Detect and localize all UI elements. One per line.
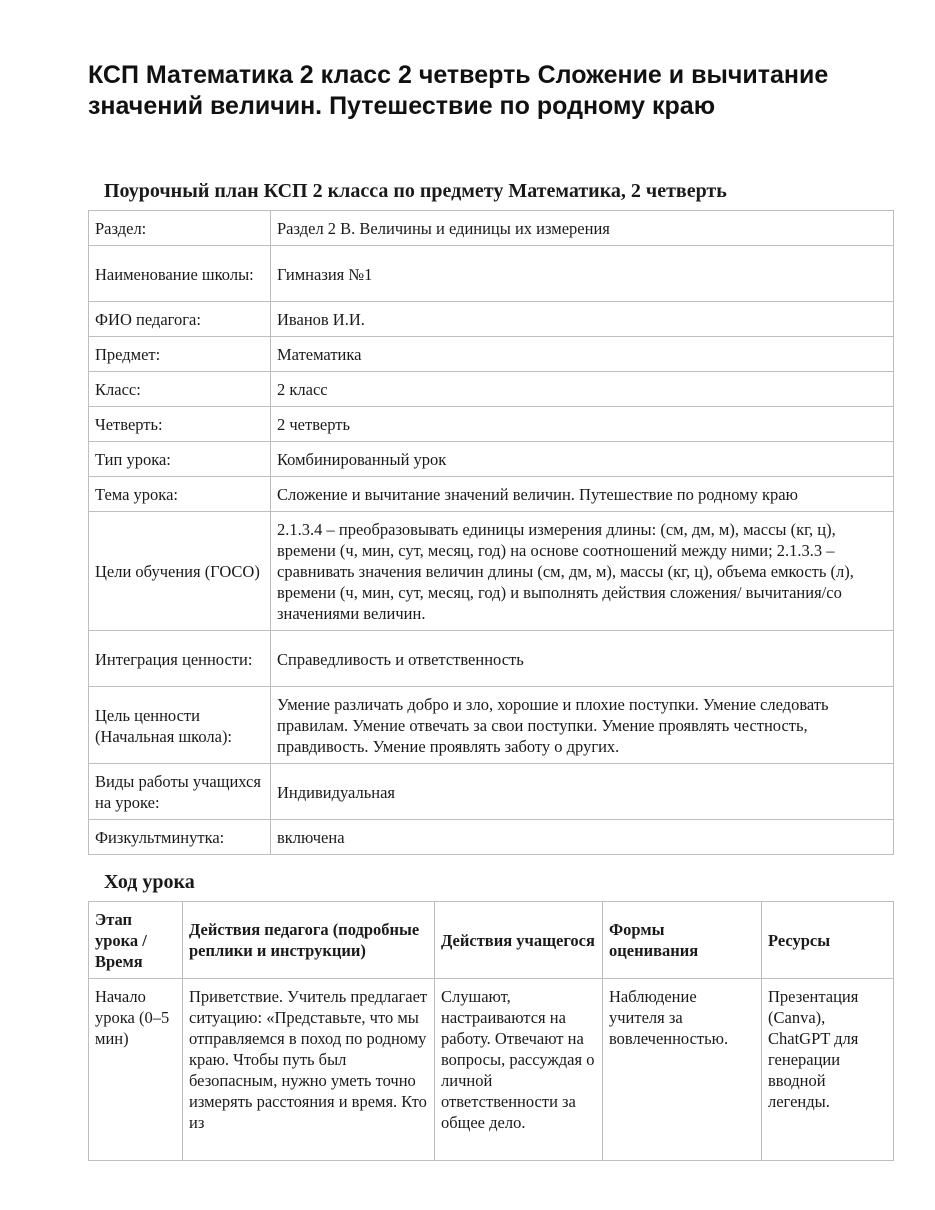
info-value: Комбинированный урок [271, 442, 894, 477]
info-value: Сложение и вычитание значений величин. Путешествие по родному краю [271, 477, 894, 512]
info-value: 2.1.3.4 – преобразовывать единицы измерения длины: (см, дм, м), массы (кг, ц), времени (ч, мин, сут, месяц, год) на основе соотношений между ними; 2.1.3.3 – сравнивать значения величин длины (см, дм, м), массы (кг, ц), объема емкость (л), времени (ч, мин, сут, месяц, год) и выполнять действия сложения/ вычитания/со значениями величин. [271, 512, 894, 631]
info-label: Цели обучения (ГОСО) [89, 512, 271, 631]
info-label: Четверть: [89, 407, 271, 442]
info-value: Гимназия №1 [271, 246, 894, 302]
lesson-progress-table [88, 901, 894, 1161]
table-row [89, 302, 894, 337]
info-label: Виды работы учащихся на уроке: [89, 764, 271, 820]
table-row [89, 764, 894, 820]
table-row [89, 512, 894, 631]
table-row [89, 979, 894, 1161]
stage-cell: Начало урока (0–5 мин) [89, 979, 183, 1161]
document-title: КСП Математика 2 класс 2 четверть Сложение и вычитание значений величин. Путешествие по родному краю [88, 61, 829, 120]
student-actions-cell: Слушают, настраиваются на работу. Отвечают на вопросы, рассуждая о личной ответственности за общее дело. [435, 979, 603, 1161]
column-header-stage: Этап урока / Время [89, 902, 183, 979]
info-value: Иванов И.И. [271, 302, 894, 337]
info-label: ФИО педагога: [89, 302, 271, 337]
info-value: включена [271, 820, 894, 855]
table-row [89, 407, 894, 442]
info-value: Математика [271, 337, 894, 372]
info-label: Раздел: [89, 211, 271, 246]
info-value: Индивидуальная [271, 764, 894, 820]
assessment-cell: Наблюдение учителя за вовлеченностью. [603, 979, 762, 1161]
table-row [89, 442, 894, 477]
info-label: Предмет: [89, 337, 271, 372]
info-value: Раздел 2 В. Величины и единицы их измерения [271, 211, 894, 246]
column-header-teacher-actions: Действия педагога (подробные реплики и инструкции) [183, 902, 435, 979]
info-label: Наименование школы: [89, 246, 271, 302]
info-label: Интеграция ценности: [89, 631, 271, 687]
info-value: 2 класс [271, 372, 894, 407]
table-row [89, 477, 894, 512]
column-header-student-actions: Действия учащегося [435, 902, 603, 979]
column-header-resources: Ресурсы [762, 902, 894, 979]
info-value: 2 четверть [271, 407, 894, 442]
column-header-assessment: Формы оценивания [603, 902, 762, 979]
lesson-progress-heading: Ход урока [104, 871, 195, 893]
table-row [89, 820, 894, 855]
teacher-actions-cell: Приветствие. Учитель предлагает ситуацию: «Представьте, что мы отправляемся в поход по родному краю. Чтобы путь был безопасным, нужно уметь точно измерять расстояния и время. Кто из [183, 979, 435, 1161]
table-row [89, 337, 894, 372]
table-row [89, 211, 894, 246]
info-label: Тема урока: [89, 477, 271, 512]
table-row [89, 372, 894, 407]
table-row [89, 246, 894, 302]
plan-heading: Поурочный план КСП 2 класса по предмету Математика, 2 четверть [104, 180, 727, 202]
table-header-row [89, 902, 894, 979]
info-value: Справедливость и ответственность [271, 631, 894, 687]
info-label: Цель ценности (Начальная школа): [89, 687, 271, 764]
info-label: Физкультминутка: [89, 820, 271, 855]
info-value: Умение различать добро и зло, хорошие и плохие поступки. Умение следовать правилам. Умение отвечать за свои поступки. Умение проявлять честность, правдивость. Умение проявлять заботу о других. [271, 687, 894, 764]
info-label: Класс: [89, 372, 271, 407]
resources-cell: Презентация (Canva), ChatGPT для генерации вводной легенды. [762, 979, 894, 1161]
table-row [89, 687, 894, 764]
info-label: Тип урока: [89, 442, 271, 477]
table-row [89, 631, 894, 687]
lesson-info-table [88, 210, 894, 855]
